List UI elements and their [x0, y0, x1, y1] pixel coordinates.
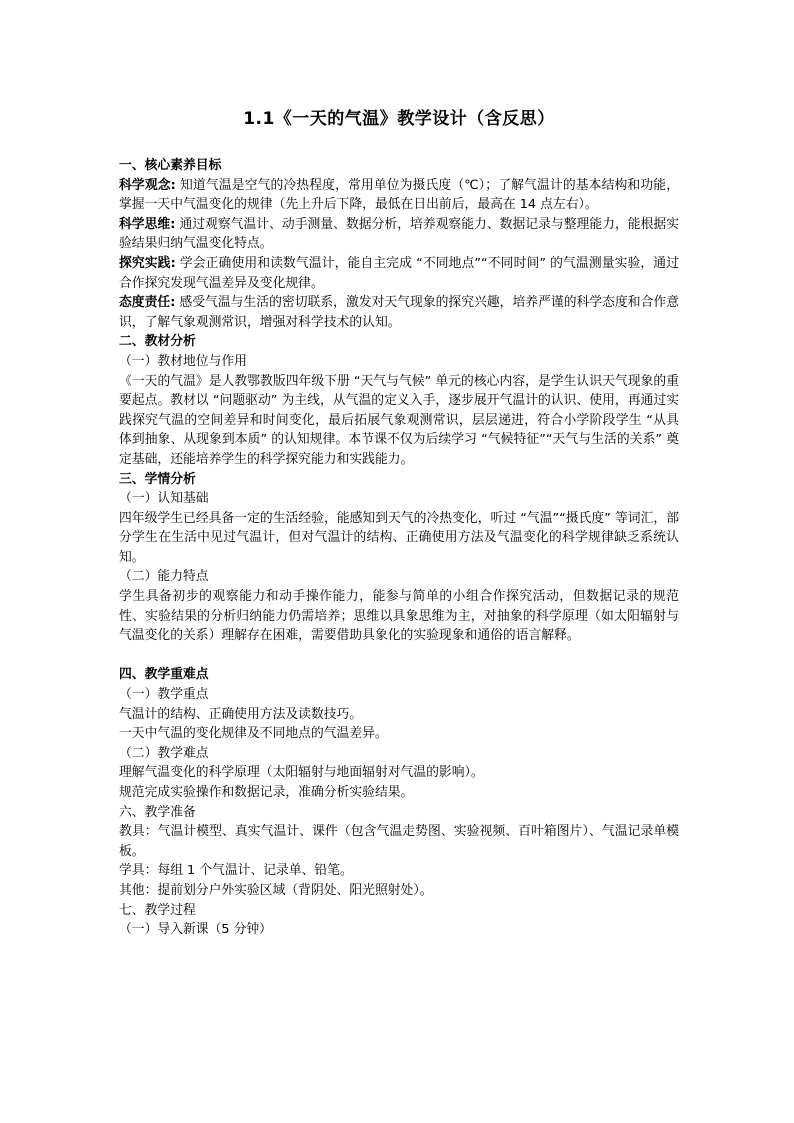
paragraph: 教具：气温计模型、真实气温计、课件（包含气温走势图、实验视频、百叶箱图片）、气温记录单模板。 [119, 824, 679, 859]
paragraph: 气温计的结构、正确使用方法及读数技巧。 [119, 706, 363, 722]
paragraph: 《一天的气温》是人教鄂教版四年级下册 “天气与气候” 单元的核心内容，是学生认识天气现象的重要起点。教材以 “问题驱动” 为主线，从气温的定义入手，逐步展开气温计的认识、使用，再通过实践探究气温的空间差异和时间变化，最后拓展气象观测常识，层层递进，符合小学阶段学生 “从具体到抽象、从现象到本质” 的认知规律。本节课不仅为后续学习 “气候特征”“天气与生活的关系” 奠定基础，还能培养学生的科学探究能力和实践能力。 [119, 373, 679, 467]
subheading: （一）教学重点 [119, 687, 209, 703]
section-heading-process: 七、教学过程 [119, 902, 196, 918]
goal-text: 学会正确使用和读数气温计，能自主完成 “不同地点”“不同时间” 的气温测量实验，通过合作探究发现气温差异及变化规律。 [119, 255, 679, 291]
document-title: 1.1《一天的气温》教学设计（含反思） [243, 109, 555, 129]
blank-line [119, 646, 679, 666]
goal-text: 通过观察气温计、动手测量、数据分析，培养观察能力、数据记录与整理能力，能根据实验结果归纳气温变化特点。 [119, 216, 679, 252]
goal-label: 探究实践: [119, 255, 176, 271]
subheading: （一）认知基础 [119, 491, 209, 507]
section-heading-students: 三、学情分析 [119, 471, 196, 487]
paragraph: 学具：每组 1 个气温计、记录单、铅笔。 [119, 863, 353, 879]
section-heading-goals: 一、核心素养目标 [119, 158, 222, 173]
goal-attitude [119, 293, 679, 332]
subheading: （二）能力特点 [119, 569, 209, 585]
section-heading-key-points: 四、教学重难点 [119, 667, 209, 683]
subheading: （一）教材地位与作用 [119, 353, 247, 369]
goal-science-thinking [119, 215, 679, 254]
paragraph: 其他：提前划分户外实验区域（背阴处、阳光照射处）。 [119, 882, 433, 898]
document-body [119, 156, 679, 940]
goal-science-concept [119, 176, 679, 215]
paragraph: 规范完成实验操作和数据记录，准确分析实验结果。 [119, 785, 414, 800]
paragraph: 一天中气温的变化规律及不同地点的气温差异。 [119, 726, 388, 742]
section-heading-preparation: 六、教学准备 [119, 804, 196, 820]
subheading: （二）教学难点 [119, 745, 209, 761]
goal-inquiry-practice [119, 254, 679, 293]
subheading: （一）导入新课（5 分钟） [119, 922, 272, 938]
section-heading-textbook: 二、教材分析 [119, 334, 196, 350]
goal-label: 科学观念: [119, 177, 176, 193]
goal-text: 感受气温与生活的密切联系，激发对天气现象的探究兴趣，培养严谨的科学态度和合作意识，了解气象观测常识，增强对科学技术的认知。 [119, 295, 679, 330]
paragraph: 学生具备初步的观察能力和动手操作能力，能参与简单的小组合作探究活动，但数据记录的规范性、实验结果的分析归纳能力仍需培养；思维以具象思维为主，对抽象的科学原理（如太阳辐射与气温变化的关系）理解存在困难，需要借助具象化的实验现象和通俗的语言解释。 [119, 589, 679, 644]
paragraph: 理解气温变化的科学原理（太阳辐射与地面辐射对气温的影响）。 [119, 765, 484, 781]
goal-text: 知道气温是空气的冷热程度，常用单位为摄氏度（℃）；了解气温计的基本结构和功能，掌握一天中气温变化的规律（先上升后下降，最低在日出前后，最高在 14 点左右）。 [119, 177, 679, 213]
goal-label: 科学思维: [119, 216, 176, 232]
paragraph: 四年级学生已经具备一定的生活经验，能感知到天气的冷热变化，听过 “气温”“摄氏度” 等词汇，部分学生在生活中见过气温计，但对气温计的结构、正确使用方法及气温变化的科学规律缺乏系统认知。 [119, 510, 679, 565]
goal-label: 态度责任: [119, 295, 176, 311]
